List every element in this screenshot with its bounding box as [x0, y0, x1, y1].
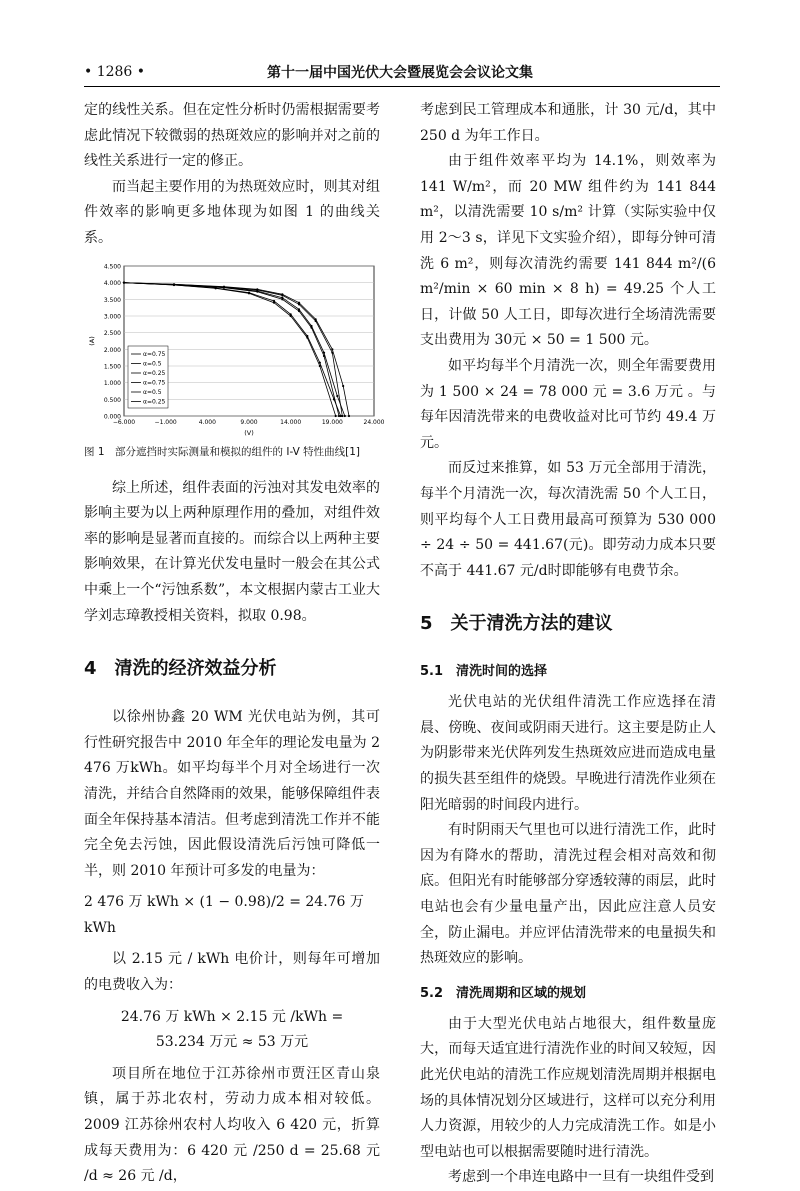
y-tick-label: 4.000	[103, 279, 121, 287]
legend-label: α=0.5	[143, 388, 162, 396]
y-tick-label: 2.000	[103, 346, 121, 354]
header-rule	[84, 86, 720, 87]
data-point	[223, 286, 225, 288]
data-point	[342, 384, 344, 386]
x-tick-label: −6.000	[112, 418, 136, 426]
subsection-heading: 5.1 清洗时间的选择	[420, 664, 548, 680]
data-point	[281, 298, 283, 300]
paragraph: 项目所在地位于江苏徐州市贾汪区青山泉镇，属于苏北农村，劳动力成本相对较低。2009 江苏徐州农村人均收入 6 420 元，折算成每天费用为：6 420 元 /250 d = 25.68 元 /d ≈ 26 元 /d，	[84, 1065, 380, 1185]
y-tick-label: 3.000	[103, 313, 121, 321]
data-point	[290, 314, 292, 316]
data-point	[248, 292, 250, 294]
legend-label: α=0.75	[143, 350, 166, 358]
paragraph: 而当起主要作用的为热斑效应时，则其对组件效率的影响更多地体现为如图 1 的曲线关系。	[84, 178, 380, 246]
data-point	[344, 414, 346, 416]
x-tick-label: 4.000	[198, 418, 216, 426]
y-tick-label: 2.500	[103, 329, 121, 337]
legend-label: α=0.75	[143, 379, 166, 387]
subsection-heading: 5.2 清洗周期和区域的规划	[420, 985, 587, 1001]
paragraph: 以 2.15 元 / kWh 电价计，则每年可增加的电费收入为：	[84, 951, 380, 994]
data-point	[298, 303, 300, 305]
data-point	[336, 394, 338, 396]
paragraph: 如平均每半个月清洗一次，则全年需要费用为 1 500 × 24 = 78 000 元 = 3.6 万元 。与每年因清洗带来的电费收益对比可节约 49.4 万元。	[420, 357, 716, 451]
paragraph: 定的线性关系。但在定性分析时仍需根据需要考虑此情况下较微弱的热斑效应的影响并对之前的线性关系进行一定的修正。	[84, 102, 380, 170]
data-point	[273, 301, 275, 303]
x-tick-label: 19.000	[321, 418, 343, 426]
data-point	[256, 290, 258, 292]
data-point	[310, 326, 312, 328]
paragraph: 光伏电站的光伏组件清洗工作应选择在清晨、傍晚、夜间或阴雨天进行。这主要是防止人为阴影带来光伏阵列发生热斑效应进而造成电量的损失甚至组件的烧毁。早晚进行清洗作业须在阳光暗弱的时间段内进行。	[420, 694, 716, 813]
data-point	[215, 287, 217, 289]
data-point	[341, 414, 343, 416]
y-axis-label: (A)	[88, 335, 96, 346]
data-point	[331, 351, 333, 353]
paragraph: 考虑到一个串连电路中一旦有一块组件受到	[448, 1169, 714, 1186]
y-tick-label: 0.500	[103, 396, 121, 404]
right-column	[420, 98, 716, 1191]
section-heading: 5 关于清洗方法的建议	[420, 613, 613, 635]
y-tick-label: 1.000	[103, 379, 121, 387]
iv-curve-chart	[84, 260, 385, 438]
equation: 2 476 万 kWh × (1 − 0.98)/2 = 24.76 万 kWh	[84, 894, 364, 936]
iv-curve-figure	[84, 260, 385, 438]
data-point	[338, 414, 340, 416]
paragraph: 由于大型光伏电站占地很大，组件数量庞大，而每天适宜进行清洗作业的时间又较短，因此光伏电站的清洗工作应规划清洗周期并根据电场的具体情况划分区域进行，这样可以充分利用人力资源，用较少的人力完成清洗工作。如是小型电站也可以根据需要随时进行清洗。	[420, 1015, 716, 1160]
y-tick-label: 0.000	[103, 413, 121, 421]
data-point	[123, 281, 125, 283]
data-point	[298, 309, 300, 311]
x-axis-label: (V)	[244, 428, 254, 437]
paragraph: 综上所述，组件表面的污浊对其发电效率的影响主要为以上两种原理作用的叠加，对组件效率的影响是显著而直接的。而综合以上两种主要影响效果，在计算光伏发电量时一般会在其公式中乘上一个“污蚀系数”，本文根据内蒙古工业大学刘志璋教授相关资料，拟取 0.98。	[84, 479, 380, 624]
y-tick-label: 1.500	[103, 363, 121, 371]
x-tick-label: 9.000	[240, 418, 258, 426]
x-tick-label: −1.000	[154, 418, 177, 426]
data-point	[319, 364, 321, 366]
data-point	[335, 414, 337, 416]
data-point	[306, 336, 308, 338]
section-heading: 4 清洗的经济效益分析	[84, 658, 277, 680]
data-point	[323, 354, 325, 356]
x-tick-label: 14.000	[280, 418, 302, 426]
left-column	[84, 98, 385, 1190]
paragraph: 以徐州协鑫 20 WM 光伏电站为例，其可行性研究报告中 2010 年全年的理论发电量为 2 476 万kWh。如平均每半个月对全场进行一次清洗，并结合自然降雨的效果，能够保障组件表面全年保持基本清洁。但考虑到清洗工作并不能完全免去污蚀，因此假设清洗后污蚀可降低一半，则 2010 年预计可多发的电量为：	[84, 709, 380, 879]
paragraph: 而反过来推算，如 53 万元全部用于清洗，每半个月清洗一次，每次清洗需 50 个人工日，则平均每个人工日费用最高可预算为 530 000 ÷ 24 ÷ 50 = 441.67(元)。即劳动力成本只要不高于 441.67 元/d时即能够有电费节余。	[420, 460, 716, 579]
equation: 24.76 万 kWh × 2.15 元 /kWh =	[120, 1008, 344, 1025]
journal-title: 第十一届中国光伏大会暨展览会会议论文集	[267, 65, 533, 81]
data-point	[348, 414, 350, 416]
page-number: • 1286 •	[84, 64, 146, 80]
legend-label: α=0.25	[143, 369, 166, 377]
paragraph: 由于组件效率平均为 14.1%，则效率为 141 W/m²，而 20 MW 组件约为 141 844 m²，以清洗需要 10 s/m² 计算（实际实验中仅用 2～3 s，详见下文实验介绍），即每分钟可清洗 6 m²，则每次清洗约需要 141 844 m²/(6 m²/min × 60 min × 8 h) = 49.25 个人工日，计做 50 人工日，即每次进行全场清洗需要支出费用为 30元 × 50 = 1 500 元。	[420, 153, 716, 349]
data-point	[281, 294, 283, 296]
equation: 53.234 万元 ≈ 53 万元	[155, 1034, 309, 1051]
y-tick-label: 3.500	[103, 296, 121, 304]
data-point	[331, 348, 333, 350]
legend-label: α=0.5	[143, 360, 162, 368]
paragraph: 有时阴雨天气里也可以进行清洗工作，此时因为有降水的帮助，清洗过程会相对高效和彻底。但阳光有时能够部分穿透较薄的雨层，此时电站也会有少量电量产出，因此应注意人员安全，防止漏电。并应评估清洗带来的电量损失和热斑效应的影响。	[420, 822, 716, 967]
y-tick-label: 4.500	[103, 263, 121, 271]
paragraph: 考虑到民工管理成本和通胀，计 30 元/d，其中 250 d 为年工作日。	[420, 102, 716, 144]
x-tick-label: 24.000	[363, 418, 385, 426]
data-point	[173, 283, 175, 285]
data-point	[315, 319, 317, 321]
figure-caption: 图 1 部分遮挡时实际测量和模拟的组件的 I-V 特性曲线[1]	[84, 445, 361, 458]
legend-label: α=0.25	[143, 398, 166, 406]
